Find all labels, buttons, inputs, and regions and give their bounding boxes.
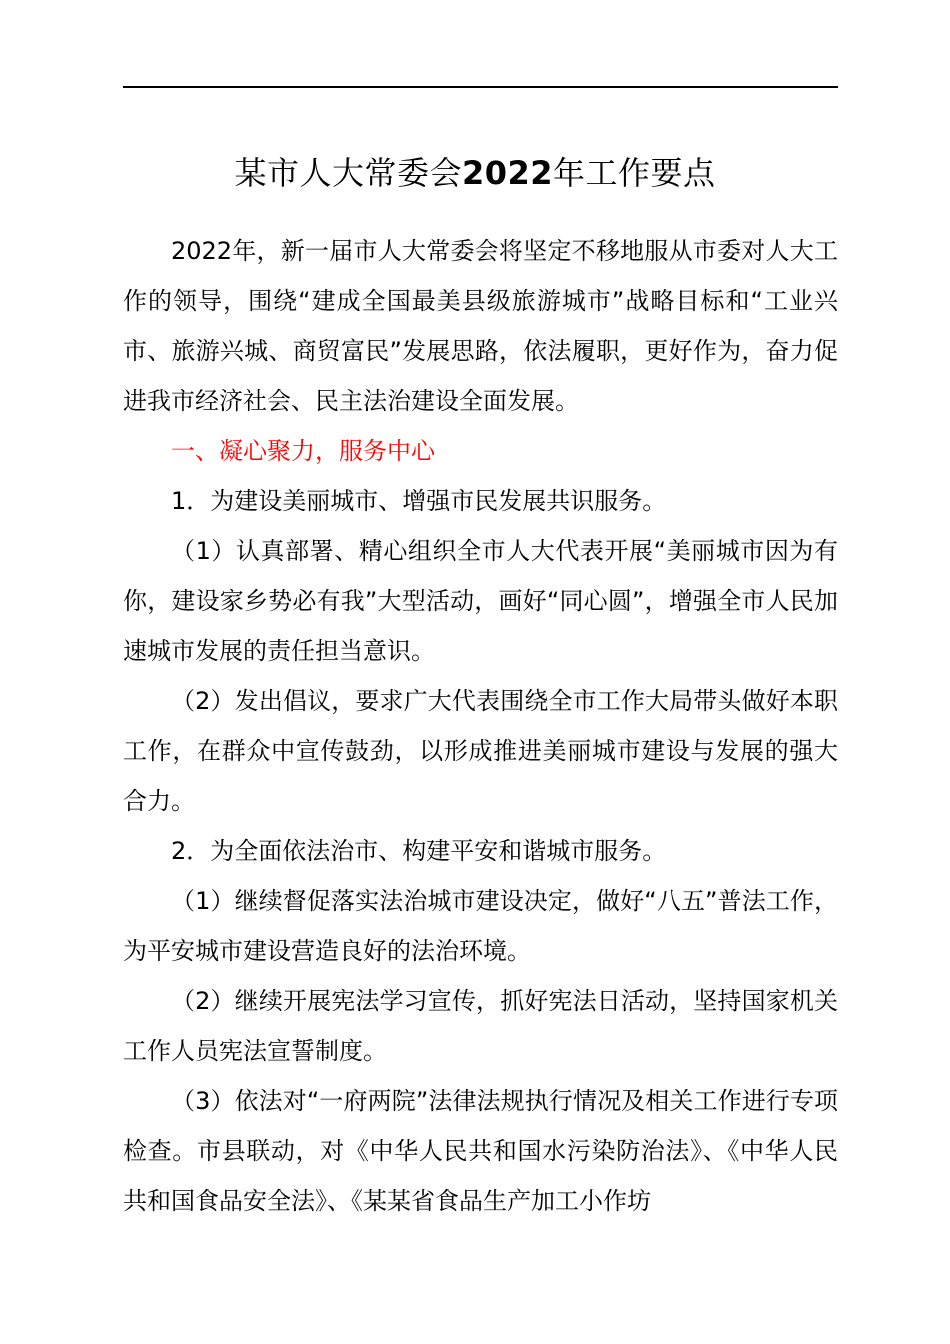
item-heading-1: 1．为建设美丽城市、增强市民发展共识服务。 (171, 487, 667, 515)
document-title (0, 148, 950, 198)
section-heading-1: 一、凝心聚力，服务中心 (171, 437, 435, 465)
sub-item-2-1: （1）继续督促落实法治城市建设决定，做好“八五”普法工作，为平安城市建设营造良好的法治环境。 (123, 887, 838, 965)
header-rule (123, 86, 838, 88)
sub-item-1-1: （1）认真部署、精心组织全市人大代表开展“美丽城市因为有你，建设家乡势必有我”大型活动，画好“同心圆”，增强全市人民加速城市发展的责任担当意识。 (123, 537, 838, 665)
title-year: 2022 (461, 154, 554, 192)
intro-paragraph: 2022年，新一届市人大常委会将坚定不移地服从市委对人大工作的领导，围绕“建成全国最美县级旅游城市”战略目标和“工业兴市、旅游兴城、商贸富民”发展思路，依法履职，更好作为，奋力促进我市经济社会、民主法治建设全面发展。 (123, 237, 838, 415)
sub-item-2-2: （2）继续开展宪法学习宣传，抓好宪法日活动，坚持国家机关工作人员宪法宣誓制度。 (123, 987, 838, 1065)
title-suffix: 年工作要点 (553, 154, 716, 192)
sub-item-2-3: （3）依法对“一府两院”法律法规执行情况及相关工作进行专项检查。市县联动，对《中华人民共和国水污染防治法》、《中华人民共和国食品安全法》、《某某省食品生产加工小作坊 (123, 1087, 838, 1215)
document-body (123, 226, 838, 1226)
title-prefix: 某市人大常委会 (234, 154, 462, 192)
item-heading-2: 2．为全面依法治市、构建平安和谐城市服务。 (171, 837, 667, 865)
sub-item-1-2: （2）发出倡议，要求广大代表围绕全市工作大局带头做好本职工作，在群众中宣传鼓劲，以形成推进美丽城市建设与发展的强大合力。 (123, 687, 838, 815)
